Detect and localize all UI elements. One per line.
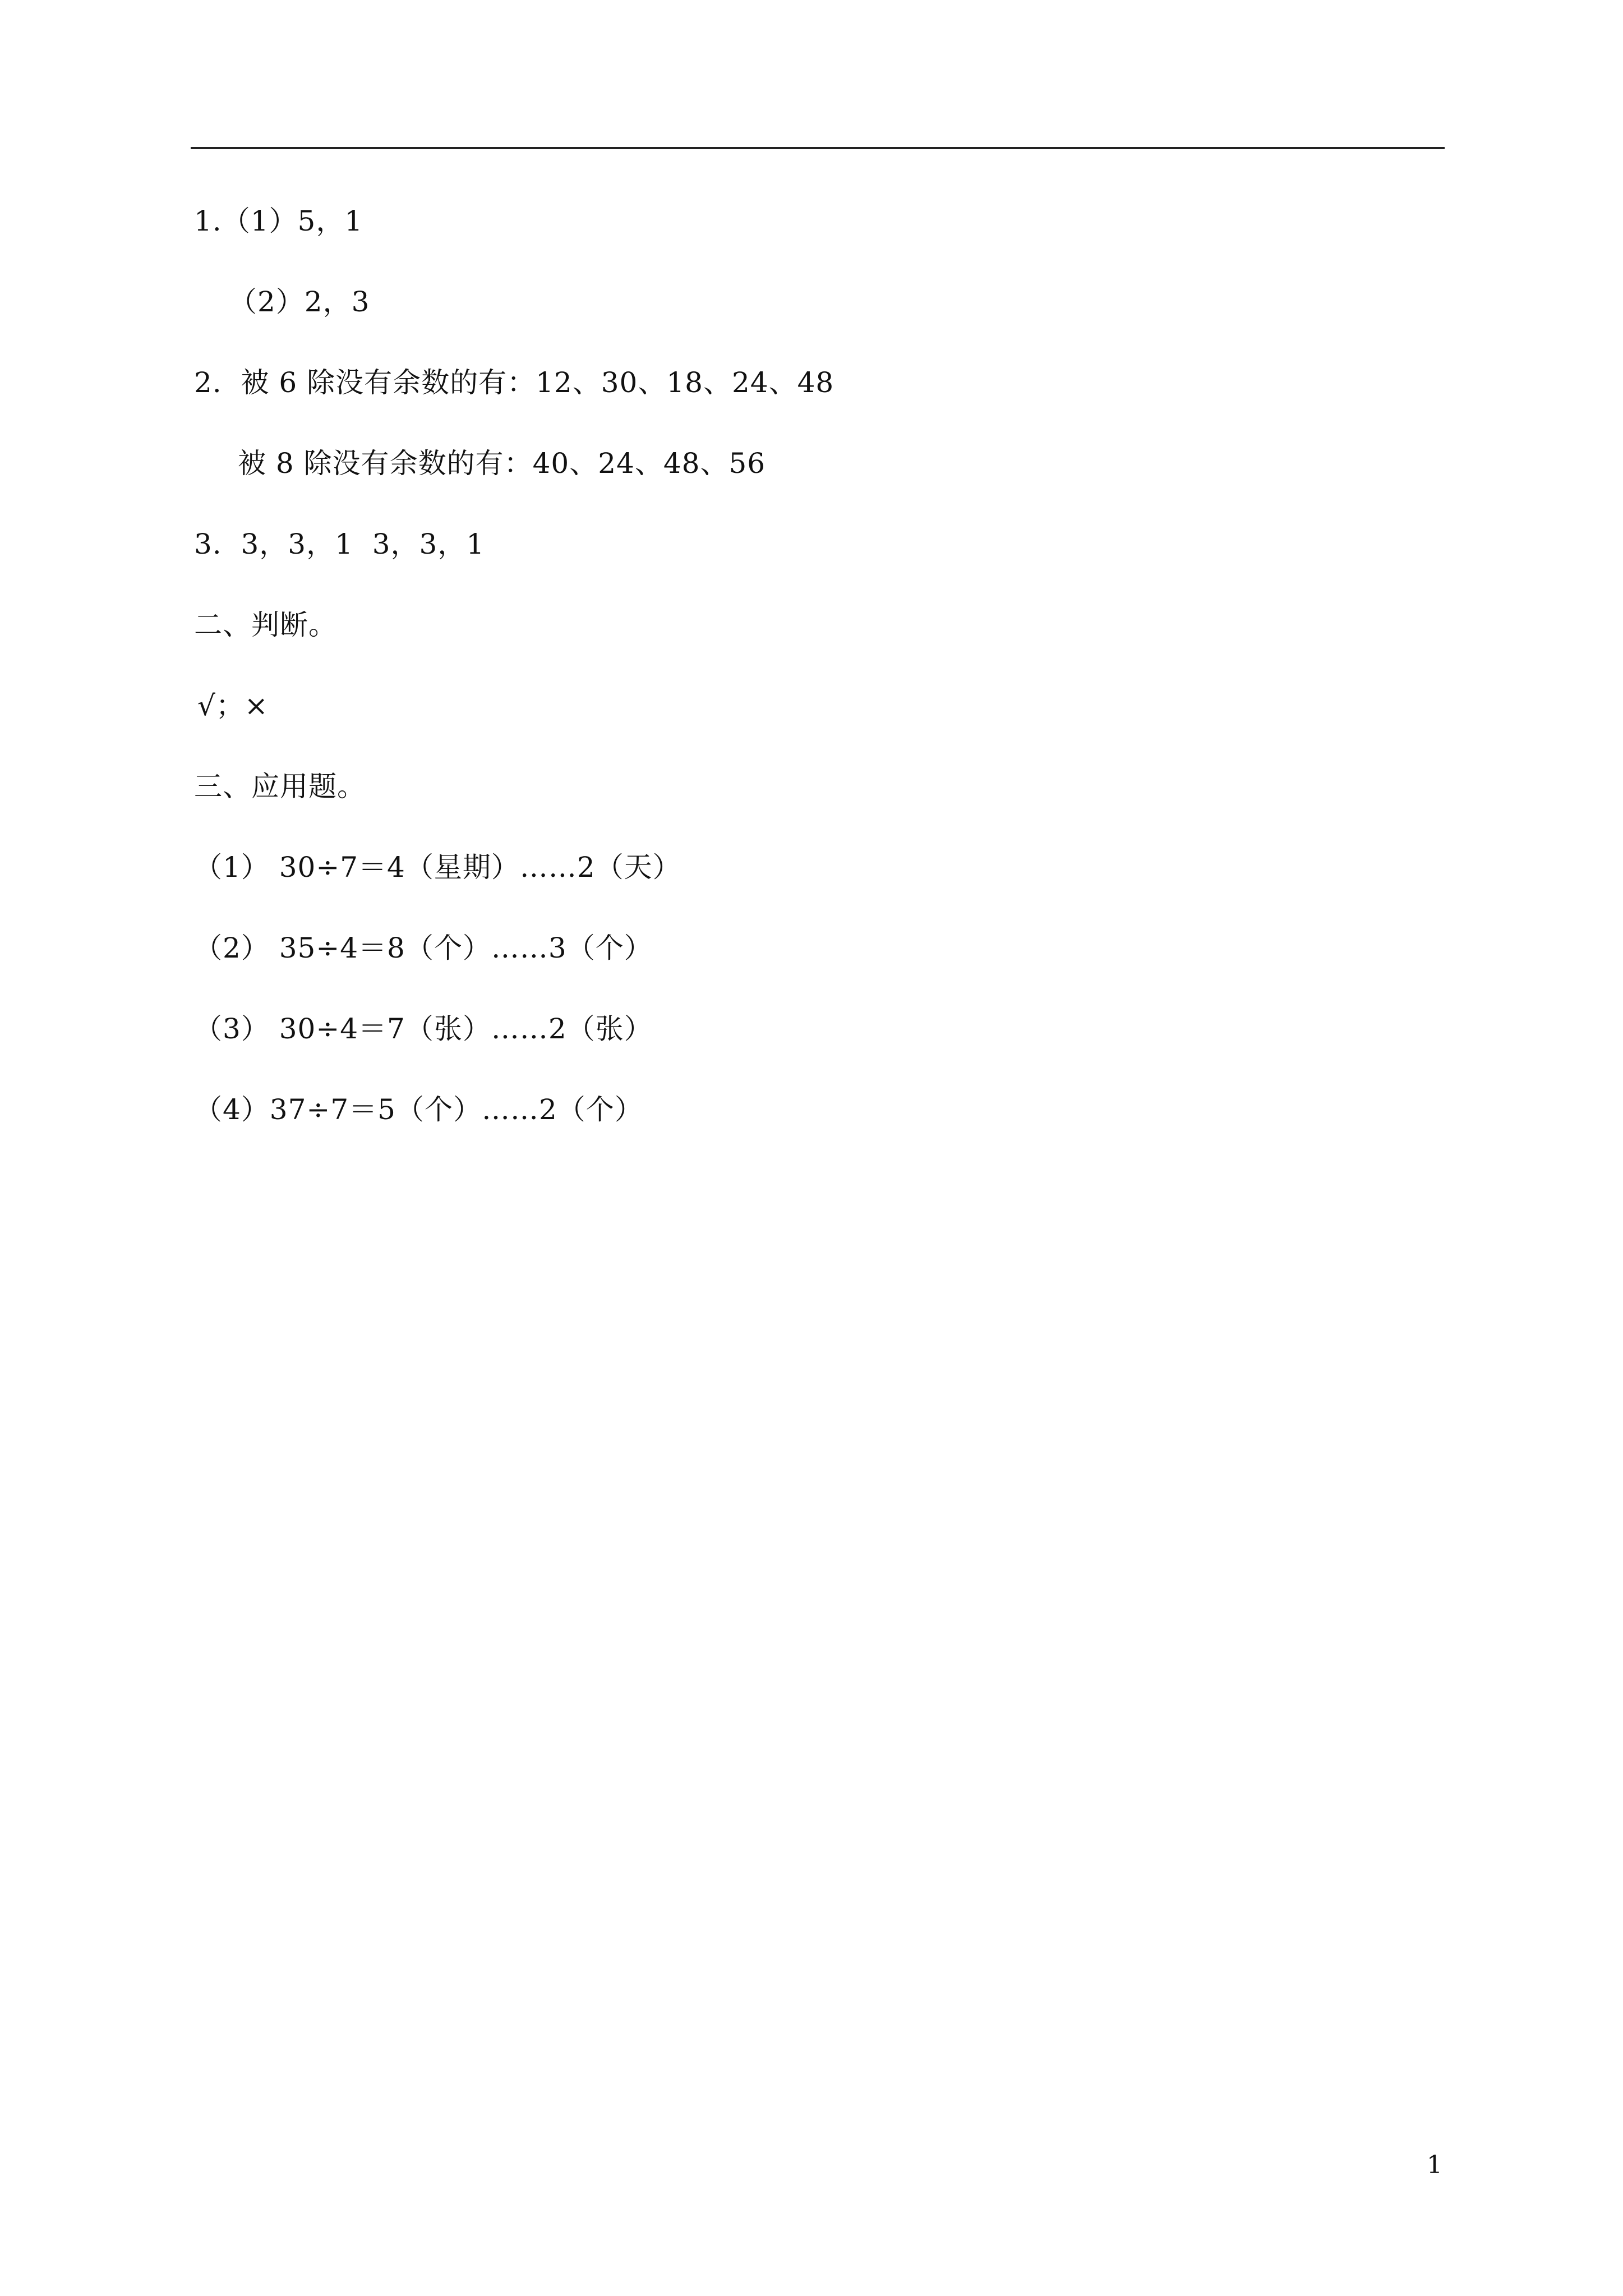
page-number: 1 <box>1427 2151 1442 2179</box>
application-answer-4: （4）37÷7＝5（个）……2（个） <box>194 1093 643 1126</box>
answer-2-divisible-by-6: 2. 被 6 除没有余数的有：12、30、18、24、48 <box>194 366 834 399</box>
header-rule <box>191 147 1445 149</box>
application-answer-3: （3） 30÷4＝7（张）……2（张） <box>194 1013 653 1045</box>
section-heading-judgement: 二、判断。 <box>194 609 337 641</box>
judgement-answers: √；× <box>197 689 269 722</box>
answer-3: 3. 3，3，1 3，3，1 <box>194 528 485 560</box>
answer-1-part-1: 1.（1）5，1 <box>194 205 363 237</box>
section-heading-application: 三、应用题。 <box>194 770 366 803</box>
answer-1-part-2: （2）2，3 <box>229 286 370 318</box>
application-answer-1: （1） 30÷7＝4（星期）……2（天） <box>194 851 681 884</box>
application-answer-2: （2） 35÷4＝8（个）……3（个） <box>194 932 653 964</box>
answer-2-divisible-by-8: 被 8 除没有余数的有：40、24、48、56 <box>238 447 766 480</box>
